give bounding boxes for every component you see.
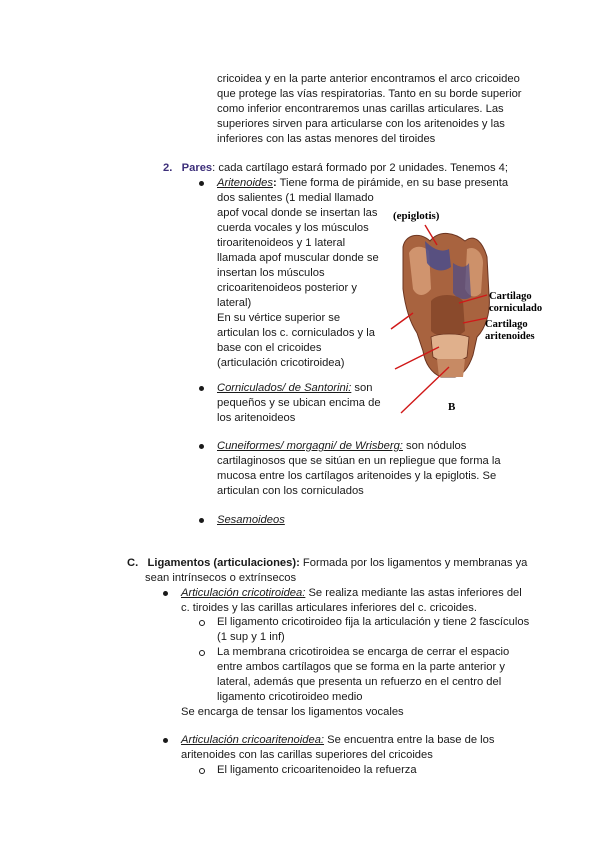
ligamentos-line2: sean intrínsecos o extrínsecos — [145, 572, 297, 584]
pares-number: 2. — [163, 162, 173, 174]
cricotiroidea-sub1: El ligamento cricotiroideo fija la articulación y tiene 2 fascículos (1 sup y 1 inf) — [217, 616, 530, 643]
intro-line: que protege las vías respiratorias. Tanto en su borde superior — [217, 88, 522, 100]
corniculados-line: los aritenoideos — [217, 412, 296, 424]
cricotiroidea-term: Articulación cricotiroidea: — [181, 587, 306, 599]
sesamoideos-item — [217, 513, 285, 528]
aritenoides-line: cuerda vocales y los músculos — [217, 222, 369, 234]
cricotiroidea-sub2: La membrana cricotiroidea se encarga de cerrar el espacio entre ambos cartílagos que se forma en la parte anterior y lateral, además que presenta un refuerzo en el centro del ligamento cricotiroideo medio — [217, 646, 510, 703]
larynx-figure — [385, 205, 555, 420]
aritenoides-term: Aritenoides — [217, 177, 273, 189]
corniculados-line: pequeños y se ubican encima de — [217, 397, 381, 409]
intro-line: como inferior encontraremos unas carillas articulares. Las — [217, 103, 504, 115]
aritenoides-line: articulan los c. corniculados y la — [217, 327, 375, 339]
label-cartilago-corniculado: Cartilago — [489, 291, 532, 302]
cricotiroidea-item: Articulación cricotiroidea: Se realiza mediante las astas inferiores del c. tiroides y las carillas articulares inferiores del c. cricoides. — [181, 587, 522, 614]
intro-line: inferiores con las astas menores del tiroides — [217, 133, 436, 145]
label-epiglotis: (epiglotis) — [393, 210, 440, 222]
aritenoides-line: (articulación cricotiroidea) — [217, 357, 345, 369]
label-cartilago-aritenoides: Cartilago — [485, 319, 528, 330]
cuneiformes-line: cartilaginosos que se sitúan en un repliegue que forma la — [217, 455, 501, 467]
sub-bullet-icon — [199, 768, 205, 774]
cuneiformes-line: mucosa entre los cartílagos aritenoides y la epiglotis. Se — [217, 470, 497, 482]
bullet-icon — [163, 591, 168, 596]
bullet-icon — [163, 738, 168, 743]
aritenoides-line: lateral) — [217, 297, 252, 309]
intro-line: superiores sirven para articularse con los aritenoides y las — [217, 118, 505, 130]
aritenoides-item: Aritenoides: Tiene forma de pirámide, en su base presenta dos salientes (1 medial llamado apof vocal donde se insertan las cuerda vocales y los músculos tiroaritenoideos y 1 lateral llamada apof muscular donde se insertan los músculos cricoaritenoideos posterior y lateral) En su vértice superior se articulan los c. corniculados y la base con el cricoides (articulación cricotiroidea) — [217, 177, 509, 369]
aritenoides-first-line: Tiene forma de pirámide, en su base presenta — [276, 177, 509, 189]
larynx-inner — [431, 295, 465, 337]
sub-bullet-icon — [199, 620, 205, 626]
aritenoides-line: llamada apof muscular donde se — [217, 252, 379, 264]
cricoaritenoidea-sub1: El ligamento cricoaritenoideo la refuerza — [217, 764, 417, 776]
aritenoides-line: tiroaritenoideos y 1 lateral — [217, 237, 346, 249]
aritenoides-line: insertan los músculos — [217, 267, 325, 279]
pares-item — [163, 161, 508, 176]
pares-label: Pares — [181, 162, 213, 174]
aritenoides-line: cricoaritenoideos posterior y — [217, 282, 357, 294]
bullet-icon — [199, 444, 204, 449]
bullet-icon — [199, 181, 204, 186]
cricoaritenoidea-item: Articulación cricoaritenoidea: Se encuentra entre la base de los aritenoides con las carillas superiores del cricoides — [181, 734, 495, 761]
corniculados-term: Corniculados/ de Santorini: — [217, 382, 352, 394]
label-cartilago-aritenoides: aritenoides — [485, 331, 535, 342]
cuneiformes-term: Cuneiformes/ morgagni/ de Wrisberg: — [217, 440, 403, 452]
corniculados-item: Corniculados/ de Santorini: son pequeños y se ubican encima de los aritenoideos — [217, 382, 381, 424]
label-cartilago-corniculado: corniculado — [489, 303, 543, 314]
sesamoideos-term: Sesamoideos — [217, 514, 285, 526]
aritenoides-line: apof vocal donde se insertan las — [217, 207, 378, 219]
aritenoides-line: En su vértice superior se — [217, 312, 341, 324]
aritenoides-line: base con el cricoides — [217, 342, 322, 354]
label-b: B — [448, 401, 456, 413]
bullet-icon — [199, 386, 204, 391]
larynx-membrane — [453, 263, 471, 299]
aritenoides-line: dos salientes (1 medial llamado — [217, 192, 374, 204]
cuneiformes-item: Cuneiformes/ morgagni/ de Wrisberg: son nódulos cartilaginosos que se sitúan en un repliegue que forma la mucosa entre los cartílagos aritenoides y la epiglotis. Se articulan con los corniculados — [217, 440, 501, 497]
ligamentos-letter: C. — [127, 557, 139, 569]
intro-paragraph — [217, 72, 522, 147]
cricoaritenoidea-term: Articulación cricoaritenoidea: — [181, 734, 325, 746]
sub-bullet-icon — [199, 650, 205, 656]
pares-text: : cada cartílago estará formado por 2 unidades. Tenemos 4; — [212, 162, 508, 174]
arrow — [401, 367, 449, 413]
cricotiroidea-after: Se encarga de tensar los ligamentos vocales — [181, 706, 404, 718]
cuneiformes-line: articulan con los corniculados — [217, 485, 364, 497]
bullet-icon — [199, 518, 204, 523]
intro-line: cricoidea y en la parte anterior encontramos el arco cricoideo — [217, 73, 520, 85]
arrow — [391, 313, 413, 329]
ligamentos-heading: C. Ligamentos (articulaciones): Formada por los ligamentos y membranas ya — [127, 557, 528, 569]
ligamentos-title: Ligamentos (articulaciones): — [147, 557, 300, 569]
